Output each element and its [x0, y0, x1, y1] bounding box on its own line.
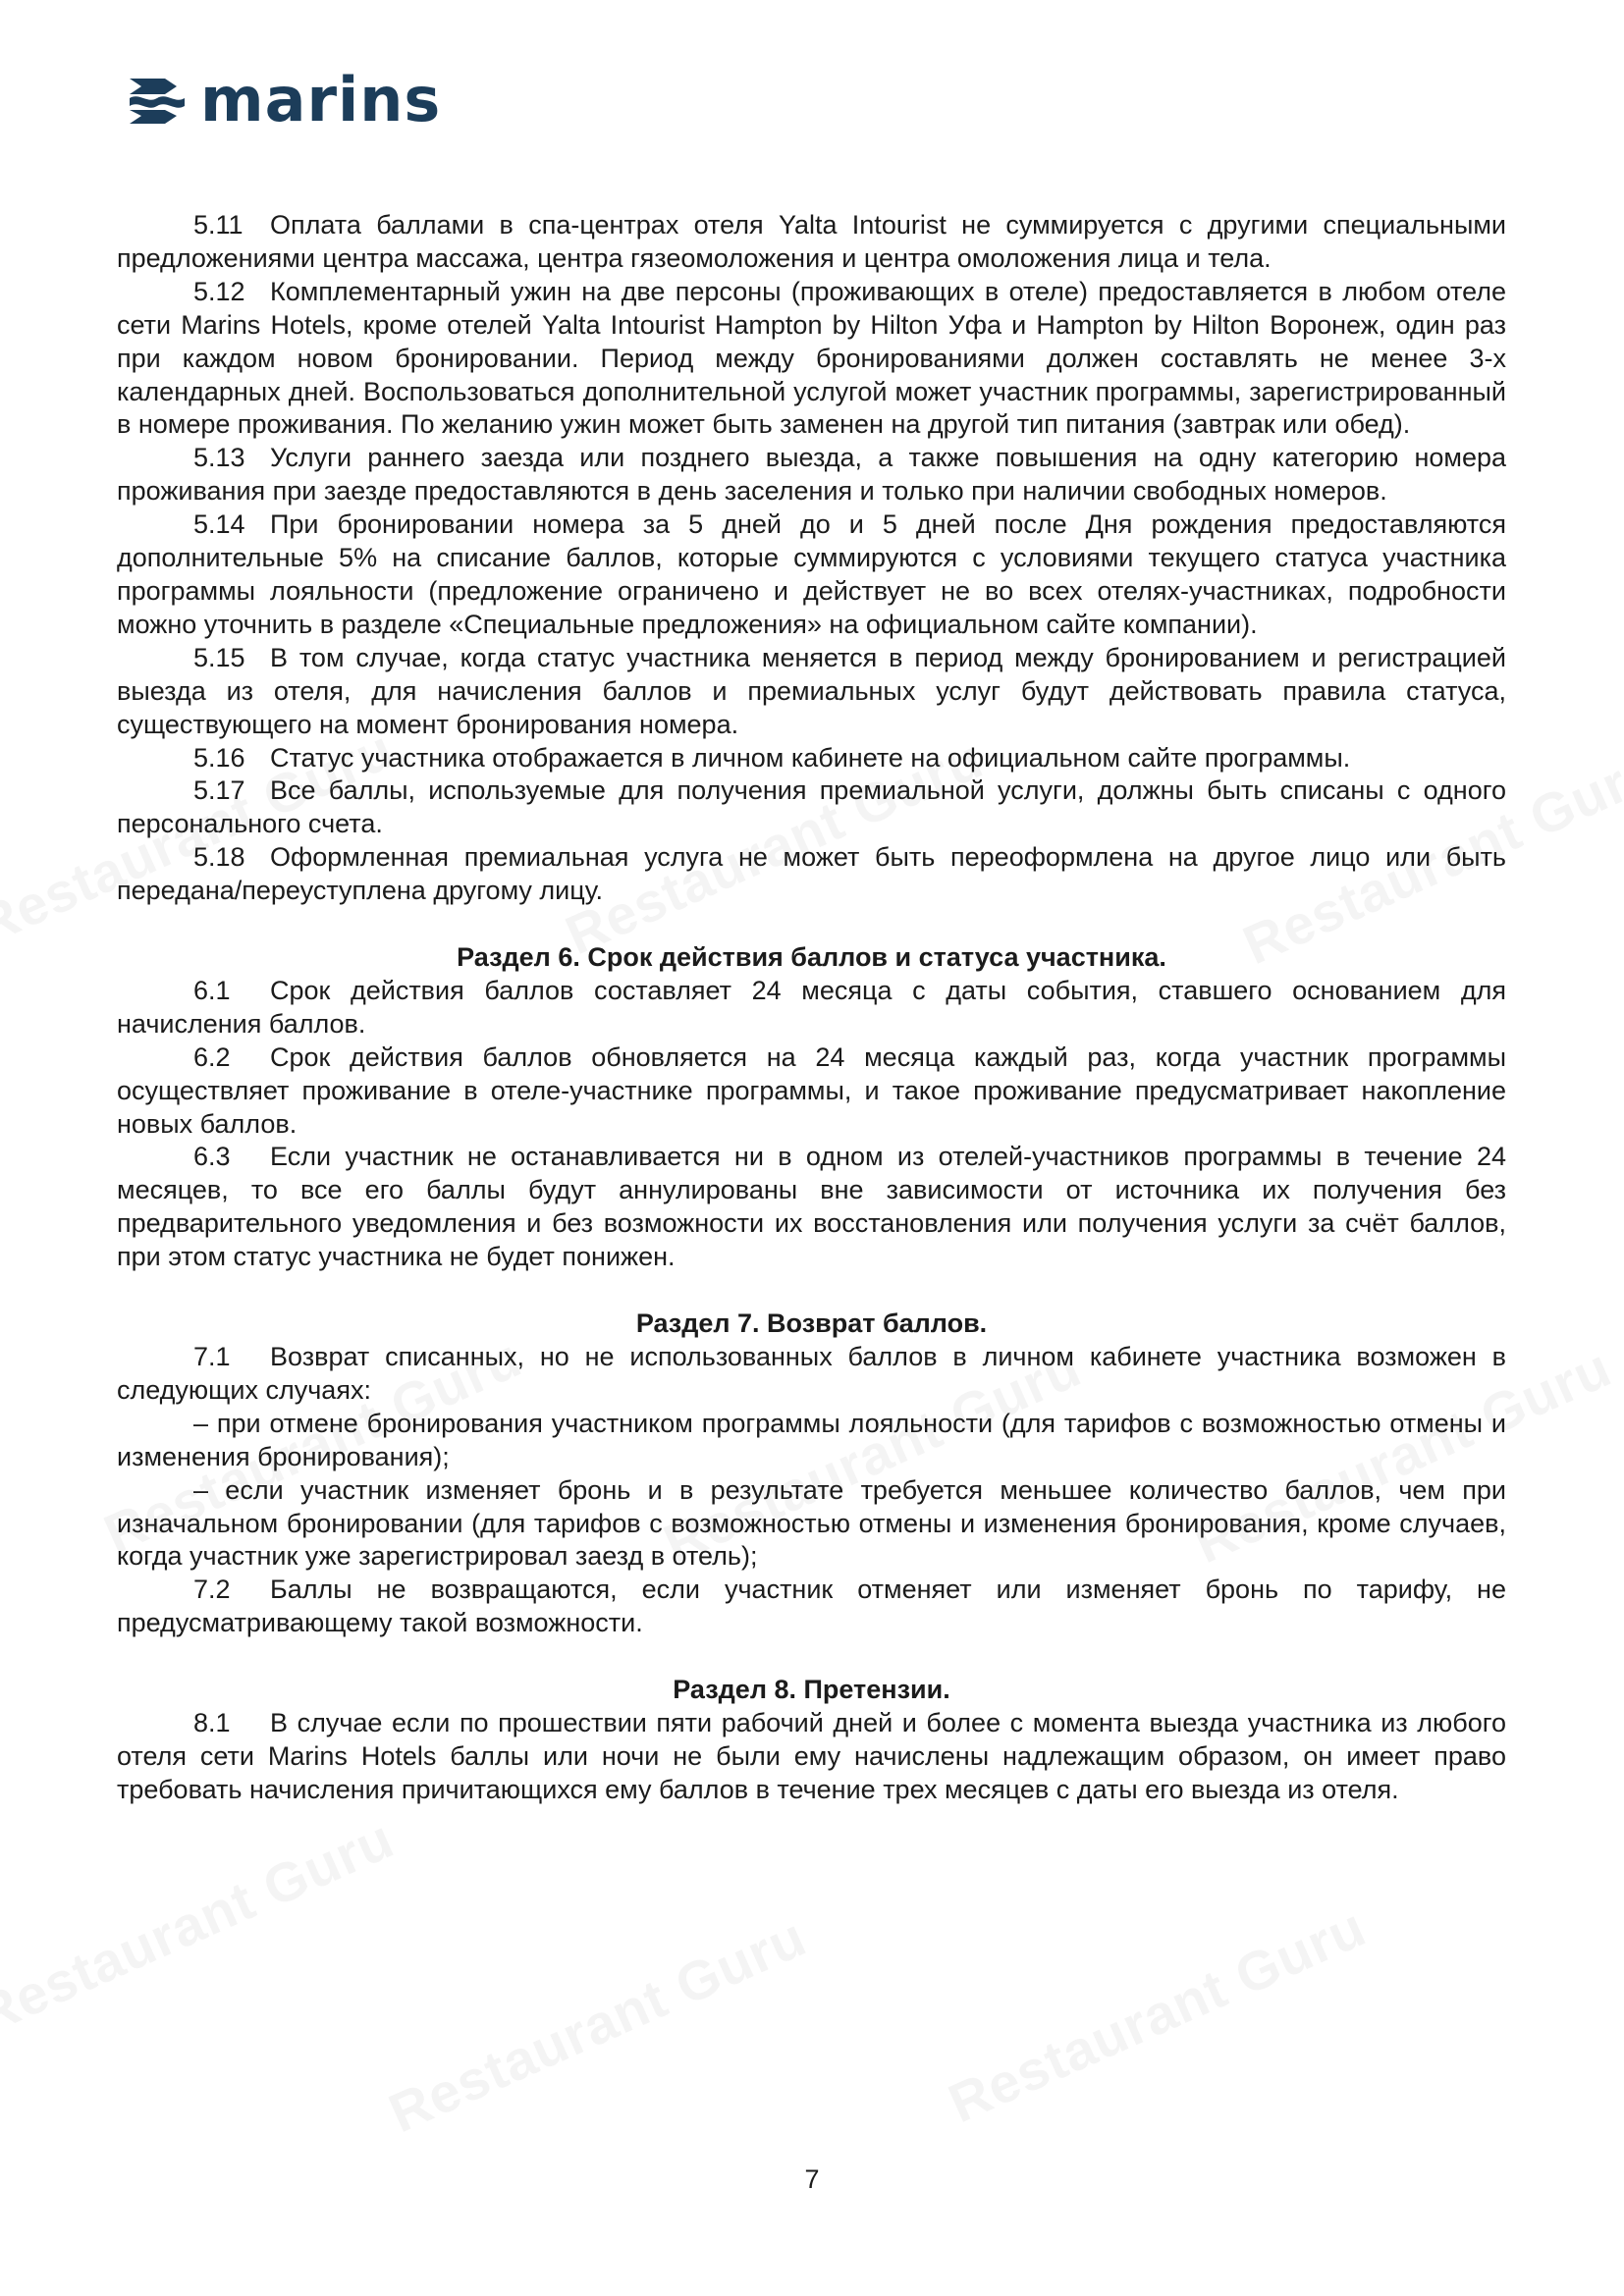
clause-text: Баллы не возвращаются, если участник отменяет или изменяет бронь по тарифу, не предусматривающему такой возможности.	[117, 1575, 1506, 1638]
clause-7-1-case-2: – если участник изменяет бронь и в результате требуется меньшее количество баллов, чем при изначальном бронировании (для тарифов с возможностью отмены и изменения бронирования, кроме случаев, когда участник уже зарегистрировал заезд в отель);	[117, 1474, 1506, 1572]
clause-number: 7.2	[193, 1575, 231, 1605]
clause-text: Возврат списанных, но не использованных баллов в личном кабинете участника возможен в следующих случаях:	[117, 1342, 1506, 1405]
clause-6-1	[117, 975, 1506, 1041]
clause-text: Срок действия баллов обновляется на 24 месяца каждый раз, когда участник программы осуществляет проживание в отеле-участнике программы, и такое проживание предусматривает накопление новых баллов.	[117, 1041, 1506, 1139]
clause-number: 6.2	[193, 1041, 231, 1072]
clause-5-15	[117, 642, 1506, 742]
clause-number: 6.3	[193, 1142, 231, 1172]
clause-5-13	[117, 442, 1506, 508]
section-6-heading: Раздел 6. Срок действия баллов и статуса участника.	[457, 942, 1166, 973]
clause-text: Оформленная премиальная услуга не может быть переоформлена на другое лицо или быть передана/переуступлена другому лицу.	[117, 842, 1506, 906]
clause-8-1	[117, 1707, 1506, 1807]
document-body	[117, 209, 1506, 1807]
clause-text: Если участник не останавливается ни в одном из отелей-участников программы в течение 24 месяцев, то все его баллы будут аннулированы вне зависимости от источника их получения без предварительного уведомления и без возможности их восстановления или получения услуги за счёт баллов, при этом статус участника не будет понижен.	[117, 1142, 1506, 1272]
clause-number: 6.1	[193, 975, 231, 1005]
clause-number: 7.1	[193, 1342, 231, 1371]
section-8-heading: Раздел 8. Претензии.	[673, 1675, 950, 1705]
clause-text: Оплата баллами в спа-центрах отеля Yalta Intourist не суммируется с другими специальными предложениями центра массажа, центра гязеомоложения и центра омоложения лица и тела.	[117, 210, 1506, 273]
watermark-text	[940, 1895, 1376, 2135]
clause-text: Услуги раннего заезда или позднего выезда, а также повышения на одну категорию номера проживания при заезде предоставляются в день заселения и только при наличии свободных номеров.	[117, 443, 1506, 507]
clause-7-1	[117, 1341, 1506, 1408]
company-logo	[126, 64, 442, 135]
clause-text: Срок действия баллов составляет 24 месяца с даты события, ставшего основанием для начисления баллов.	[117, 975, 1506, 1039]
clause-number: 5.12	[193, 276, 245, 306]
logo-wordmark: marins	[200, 64, 442, 135]
section-7-heading: Раздел 7. Возврат баллов.	[635, 1308, 988, 1339]
clause-number: 5.18	[193, 842, 245, 873]
clause-text: В том случае, когда статус участника меняется в период между бронированием и регистрацией выезда из отеля, для начисления баллов и премиальных услуг будут действовать правила статуса, существующего на момент бронирования номера.	[117, 642, 1506, 739]
clause-number: 8.1	[193, 1708, 231, 1738]
clause-text: В случае если по прошествии пяти рабочий дней и более с момента выезда участника из любого отеля сети Marins Hotels баллы или ночи не были ему начислены надлежащим образом, он имеет право требовать начисления причитающихся ему баллов в течение трех месяцев с даты его выезда из отеля.	[117, 1708, 1506, 1804]
clause-number: 5.16	[193, 742, 245, 773]
clause-6-2	[117, 1041, 1506, 1142]
clause-number: 5.13	[193, 443, 245, 473]
clause-7-1-case-1: – при отмене бронирования участником программы лояльности (для тарифов с возможностью отмены и изменения бронирования);	[117, 1408, 1506, 1471]
clause-number: 5.11	[193, 210, 244, 240]
clause-number: 5.15	[193, 642, 245, 672]
marins-logo-icon	[126, 73, 189, 128]
watermark-text	[380, 1904, 816, 2145]
clause-5-12	[117, 276, 1506, 443]
clause-number: 5.14	[193, 509, 245, 540]
clause-6-3	[117, 1141, 1506, 1274]
clause-5-16	[117, 742, 1506, 775]
watermark-text	[0, 1806, 403, 2047]
clause-text: Все баллы, используемые для получения премиальной услуги, должны быть списаны с одного персонального счета.	[117, 775, 1506, 839]
clause-text: Статус участника отображается в личном кабинете на официальном сайте программы.	[270, 742, 1351, 773]
clause-text: При бронировании номера за 5 дней до и 5 дней после Дня рождения предоставляются дополнительные 5% на списание баллов, которые суммируются с условиями текущего статуса участника программы лояльности (предложение ограничено и действует не во всех отелях-участниках, подробности можно уточнить в разделе «Специальные предложения» на официальном сайте компании).	[117, 509, 1506, 639]
clause-number: 5.17	[193, 775, 245, 806]
clause-text: Комплементарный ужин на две персоны (проживающих в отеле) предоставляется в любом отеле сети Marins Hotels, кроме отелей Yalta Intourist Hampton by Hilton Уфа и Hampton by Hilton Воронеж, один раз при каждом новом бронировании. Период между бронированиями должен составлять не менее 3-х календарных дней. Воспользоваться дополнительной услугой может участник программы, зарегистрированный в номере проживания. По желанию ужин может быть заменен на другой тип питания (завтрак или обед).	[117, 276, 1506, 440]
clause-5-11	[117, 209, 1506, 276]
clause-5-18	[117, 841, 1506, 908]
clause-5-14	[117, 508, 1506, 642]
clause-5-17	[117, 774, 1506, 841]
page-number: 7	[804, 2164, 820, 2194]
clause-7-2	[117, 1574, 1506, 1640]
